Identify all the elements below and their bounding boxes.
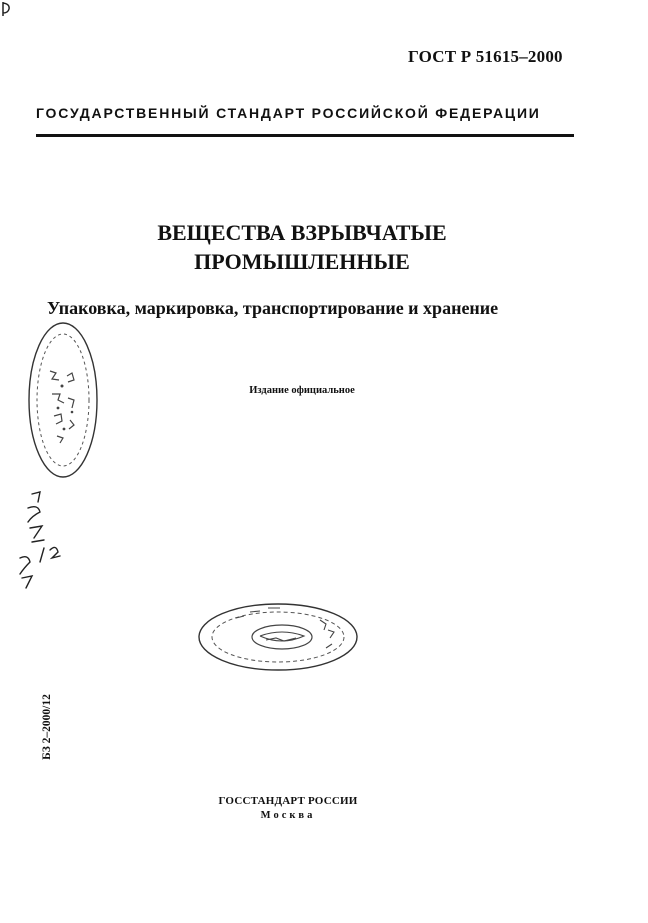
corner-mark-icon <box>0 0 14 20</box>
handwritten-note-icon <box>10 488 70 598</box>
gost-number: ГОСТ Р 51615–2000 <box>408 47 563 66</box>
header-divider <box>36 134 574 137</box>
gosstandart-stamp-icon <box>196 600 360 674</box>
document-subtitle: Упаковка, маркировка, транспортирование и хранение <box>47 298 499 318</box>
document-title <box>0 218 604 276</box>
title-line-1: ВЕЩЕСТВА ВЗРЫВЧАТЫЕ <box>157 220 447 245</box>
city: Москва <box>260 810 316 821</box>
state-standard-heading: ГОСУДАРСТВЕННЫЙ СТАНДАРТ РОССИЙСКОЙ ФЕДЕРАЦИИ <box>36 105 541 121</box>
side-code <box>36 677 58 777</box>
edition-note: Издание официальное <box>249 385 355 396</box>
title-line-2: ПРОМЫШЛЕННЫЕ <box>194 249 410 274</box>
library-stamp-icon <box>22 316 104 484</box>
publisher: ГОССТАНДАРТ РОССИИ <box>218 795 358 807</box>
side-code-text: БЗ 2–2000/12 <box>41 694 53 760</box>
